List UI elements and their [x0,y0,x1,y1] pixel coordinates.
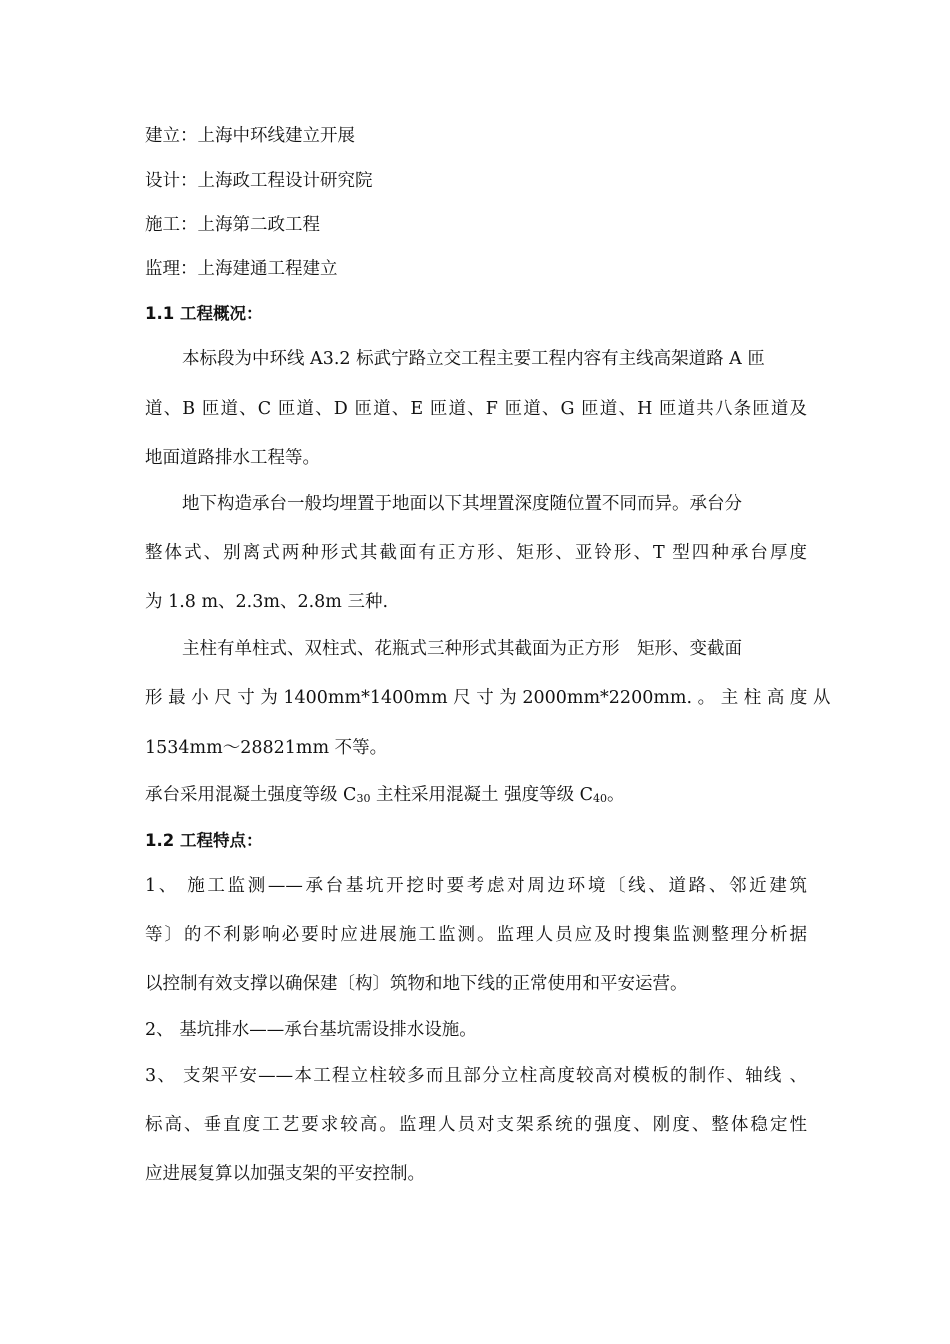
list-item-line: 以控制有效支撑以确保建〔构〕筑物和地下线的正常使用和平安运营。 [145,974,688,994]
section-heading-1-1: 1.1 工程概况： [145,304,263,323]
designer-line: 设计：上海政工程设计研究院 [145,171,373,191]
concrete-sub-40: 40 [593,792,608,805]
owner-line: 建立：上海中环线建立开展 [145,126,355,146]
list-item-line: 应进展复算以加强支架的平安控制。 [145,1164,425,1184]
list-item-line: 3、 支架平安——本工程立柱较多而且部分立柱高度较高对模板的制作、轴线 、 [145,1066,807,1086]
paragraph-line: 主柱有单柱式、双柱式、花瓶式三种形式其截面为正方形 矩形、变截面 [182,639,742,659]
concrete-text-c: 。 [607,785,625,805]
concrete-text-b: 主柱采用混凝土 强度等级 C [370,785,594,805]
paragraph-line: 整体式、别离式两种形式其截面有正方形、矩形、亚铃形、T 型四种承台厚度 [145,543,807,563]
list-item-line: 1、 施工监测——承台基坑开挖时要考虑对周边环境〔线、道路、邻近建筑 [145,876,807,896]
paragraph-line: 本标段为中环线 A3.2 标武宁路立交工程主要工程内容有主线高架道路 A 匝 [182,349,765,369]
paragraph-line: 为 1.8 m、2.3m、2.8m 三种. [145,592,389,612]
paragraph-line: 形 最 小 尺 寸 为 1400mm*1400mm 尺 寸 为 2000mm*2200mm. 。 主 柱 高 度 从 [145,688,831,708]
paragraph-line: 1534mm～28821mm 不等。 [145,738,388,758]
concrete-text-a: 承台采用混凝土强度等级 C [145,785,357,805]
section-heading-1-2: 1.2 工程特点： [145,831,263,850]
concrete-sub-30: 30 [356,792,371,805]
supervisor-line: 监理：上海建通工程建立 [145,259,338,279]
list-item-line: 2、 基坑排水——承台基坑需设排水设施。 [145,1020,477,1040]
concrete-grade-line [145,783,625,807]
contractor-line: 施工：上海第二政工程 [145,215,320,235]
paragraph-line: 地面道路排水工程等。 [145,448,320,468]
paragraph-line: 地下构造承台一般均埋置于地面以下其埋置深度随位置不同而异。承台分 [182,494,742,514]
paragraph-line: 道、B 匝道、C 匝道、D 匝道、E 匝道、F 匝道、G 匝道、H 匝道共八条匝道及 [145,399,807,419]
list-item-line: 等〕的不利影响必要时应进展施工监测。监理人员应及时搜集监测整理分析据 [145,925,807,945]
list-item-line: 标高、垂直度工艺要求较高。监理人员对支架系统的强度、刚度、整体稳定性 [145,1115,807,1135]
